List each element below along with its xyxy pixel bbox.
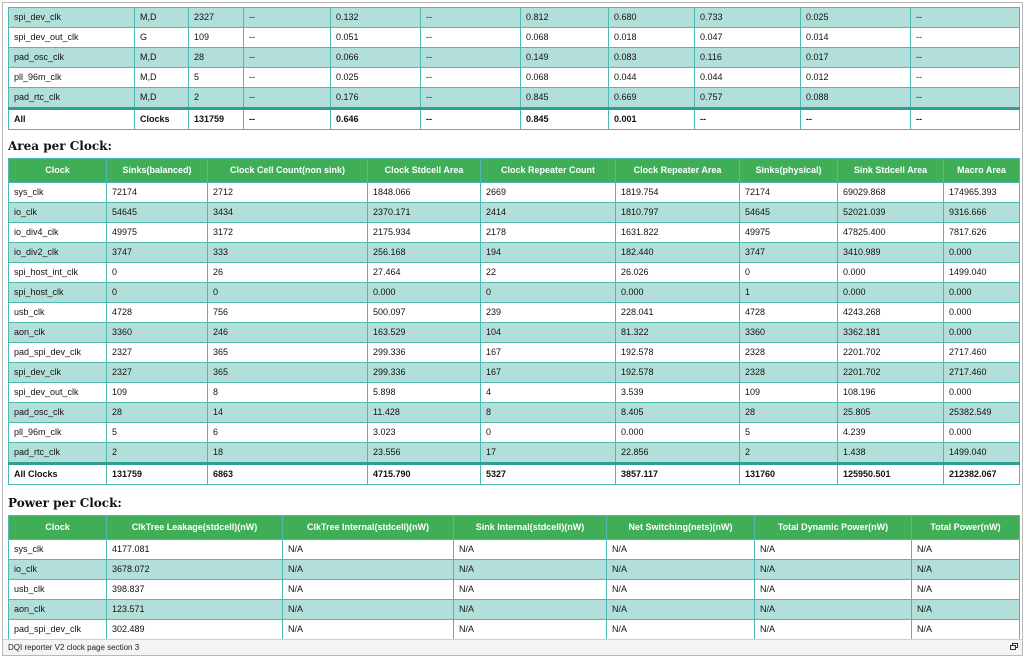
table-cell: 1499.040 bbox=[944, 443, 1020, 464]
table-cell: N/A bbox=[283, 620, 454, 640]
table-cell: 3410.989 bbox=[838, 243, 944, 263]
latency-table bbox=[8, 7, 1020, 130]
table-cell: N/A bbox=[755, 580, 912, 600]
column-header: Total Dynamic Power(nW) bbox=[755, 516, 912, 540]
status-text: DQI reporter V2 clock page section 3 bbox=[8, 643, 140, 652]
table-cell: N/A bbox=[755, 620, 912, 640]
total-row bbox=[9, 464, 1020, 485]
table-cell: 365 bbox=[208, 343, 368, 363]
table-cell: 3172 bbox=[208, 223, 368, 243]
table-cell: 8.405 bbox=[616, 403, 740, 423]
table-cell: 0.176 bbox=[331, 88, 421, 109]
total-cell: 131759 bbox=[189, 109, 244, 130]
clock-name-cell: spi_host_int_clk bbox=[9, 263, 107, 283]
table-cell: 3434 bbox=[208, 203, 368, 223]
clock-name-cell: io_clk bbox=[9, 560, 107, 580]
table-cell: 5 bbox=[189, 68, 244, 88]
table-cell: -- bbox=[244, 88, 331, 109]
table-cell: N/A bbox=[755, 600, 912, 620]
total-cell: 125950.501 bbox=[838, 464, 944, 485]
table-cell: 8 bbox=[208, 383, 368, 403]
table-cell: 49975 bbox=[107, 223, 208, 243]
clock-name-cell: pad_spi_dev_clk bbox=[9, 343, 107, 363]
table-cell: 72174 bbox=[740, 183, 838, 203]
total-cell: 3857.117 bbox=[616, 464, 740, 485]
table-cell: 23.556 bbox=[368, 443, 481, 464]
table-row bbox=[9, 183, 1020, 203]
table-cell: 0.733 bbox=[695, 8, 801, 28]
table-cell: 108.196 bbox=[838, 383, 944, 403]
table-cell: 0.845 bbox=[521, 88, 609, 109]
table-cell: 2328 bbox=[740, 363, 838, 383]
clock-name-cell: spi_host_clk bbox=[9, 283, 107, 303]
table-cell: 2328 bbox=[740, 343, 838, 363]
total-cell: 131760 bbox=[740, 464, 838, 485]
table-cell: 0.000 bbox=[838, 283, 944, 303]
table-cell: 3362.181 bbox=[838, 323, 944, 343]
table-cell: 2175.934 bbox=[368, 223, 481, 243]
table-row bbox=[9, 540, 1020, 560]
table-cell: -- bbox=[421, 8, 521, 28]
table-cell: 163.529 bbox=[368, 323, 481, 343]
total-cell: -- bbox=[244, 109, 331, 130]
clock-name-cell: aon_clk bbox=[9, 323, 107, 343]
clock-name-cell: pll_96m_clk bbox=[9, 68, 135, 88]
table-cell: 2717.460 bbox=[944, 363, 1020, 383]
table-cell: -- bbox=[421, 68, 521, 88]
column-header: Sinks(balanced) bbox=[107, 159, 208, 183]
table-cell: 0.000 bbox=[616, 423, 740, 443]
table-cell: 228.041 bbox=[616, 303, 740, 323]
table-cell: -- bbox=[244, 68, 331, 88]
table-cell: 109 bbox=[189, 28, 244, 48]
table-cell: -- bbox=[244, 48, 331, 68]
table-cell: 0 bbox=[481, 283, 616, 303]
table-cell: 54645 bbox=[107, 203, 208, 223]
table-cell: 9316.666 bbox=[944, 203, 1020, 223]
table-cell: 0.044 bbox=[609, 68, 695, 88]
table-cell: N/A bbox=[454, 540, 607, 560]
table-cell: 2 bbox=[740, 443, 838, 464]
latency-table-body bbox=[9, 8, 1020, 130]
clock-name-cell: pad_osc_clk bbox=[9, 48, 135, 68]
table-cell: N/A bbox=[755, 560, 912, 580]
power-table-header bbox=[9, 516, 1020, 540]
table-cell: M,D bbox=[135, 48, 189, 68]
column-header: Clock bbox=[9, 516, 107, 540]
table-cell: 4728 bbox=[740, 303, 838, 323]
table-cell: 0.000 bbox=[944, 243, 1020, 263]
table-cell: N/A bbox=[283, 580, 454, 600]
table-cell: 0 bbox=[740, 263, 838, 283]
table-cell: 333 bbox=[208, 243, 368, 263]
table-cell: 246 bbox=[208, 323, 368, 343]
table-cell: N/A bbox=[454, 560, 607, 580]
table-row bbox=[9, 403, 1020, 423]
total-cell: 0.001 bbox=[609, 109, 695, 130]
total-cell: 0.646 bbox=[331, 109, 421, 130]
table-cell: G bbox=[135, 28, 189, 48]
table-cell: 2 bbox=[107, 443, 208, 464]
clock-name-cell: pll_96m_clk bbox=[9, 423, 107, 443]
table-cell: 5 bbox=[740, 423, 838, 443]
table-cell: 4728 bbox=[107, 303, 208, 323]
total-cell: -- bbox=[801, 109, 911, 130]
table-cell: 49975 bbox=[740, 223, 838, 243]
clock-name-cell: spi_dev_out_clk bbox=[9, 383, 107, 403]
table-cell: 0.000 bbox=[944, 423, 1020, 443]
table-cell: 2712 bbox=[208, 183, 368, 203]
column-header: Net Switching(nets)(nW) bbox=[607, 516, 755, 540]
table-row bbox=[9, 283, 1020, 303]
table-cell: -- bbox=[911, 48, 1020, 68]
table-row bbox=[9, 560, 1020, 580]
clock-name-cell: spi_dev_out_clk bbox=[9, 28, 135, 48]
table-cell: 0.014 bbox=[801, 28, 911, 48]
table-cell: 4.239 bbox=[838, 423, 944, 443]
table-cell: 500.097 bbox=[368, 303, 481, 323]
restore-window-icon[interactable] bbox=[1010, 643, 1018, 650]
table-row bbox=[9, 8, 1020, 28]
table-cell: 8 bbox=[481, 403, 616, 423]
table-cell: 0 bbox=[481, 423, 616, 443]
table-cell: 47825.400 bbox=[838, 223, 944, 243]
table-cell: N/A bbox=[607, 620, 755, 640]
table-row bbox=[9, 363, 1020, 383]
table-cell: 0.012 bbox=[801, 68, 911, 88]
table-cell: 4177.081 bbox=[107, 540, 283, 560]
table-cell: -- bbox=[244, 8, 331, 28]
table-cell: -- bbox=[421, 48, 521, 68]
table-cell: 52021.039 bbox=[838, 203, 944, 223]
table-cell: 1499.040 bbox=[944, 263, 1020, 283]
clock-name-cell: spi_dev_clk bbox=[9, 363, 107, 383]
table-cell: N/A bbox=[283, 540, 454, 560]
table-cell: 26 bbox=[208, 263, 368, 283]
column-header: ClkTree Internal(stdcell)(nW) bbox=[283, 516, 454, 540]
report-window bbox=[2, 2, 1023, 656]
table-cell: 6 bbox=[208, 423, 368, 443]
table-row bbox=[9, 383, 1020, 403]
table-cell: 5.898 bbox=[368, 383, 481, 403]
table-cell: -- bbox=[421, 28, 521, 48]
table-cell: N/A bbox=[607, 600, 755, 620]
table-row bbox=[9, 243, 1020, 263]
total-cell: 131759 bbox=[107, 464, 208, 485]
table-row bbox=[9, 88, 1020, 109]
table-cell: 0.017 bbox=[801, 48, 911, 68]
table-cell: 0 bbox=[208, 283, 368, 303]
column-header: Macro Area bbox=[944, 159, 1020, 183]
total-cell: All bbox=[9, 109, 135, 130]
clock-name-cell: pad_spi_dev_clk bbox=[9, 620, 107, 640]
table-cell: 299.336 bbox=[368, 363, 481, 383]
area-table-header bbox=[9, 159, 1020, 183]
table-cell: 756 bbox=[208, 303, 368, 323]
table-cell: 2669 bbox=[481, 183, 616, 203]
table-cell: 398.837 bbox=[107, 580, 283, 600]
column-header: Sinks(physical) bbox=[740, 159, 838, 183]
column-header: Clock Repeater Area bbox=[616, 159, 740, 183]
table-cell: 0 bbox=[107, 283, 208, 303]
table-cell: N/A bbox=[454, 600, 607, 620]
table-row bbox=[9, 580, 1020, 600]
table-cell: 26.026 bbox=[616, 263, 740, 283]
table-cell: 28 bbox=[740, 403, 838, 423]
clock-name-cell: pad_rtc_clk bbox=[9, 88, 135, 109]
table-cell: 192.578 bbox=[616, 343, 740, 363]
total-cell: 0.845 bbox=[521, 109, 609, 130]
table-cell: 239 bbox=[481, 303, 616, 323]
table-cell: 0.669 bbox=[609, 88, 695, 109]
area-section-title: Area per Clock: bbox=[8, 139, 112, 153]
table-cell: -- bbox=[911, 28, 1020, 48]
table-cell: 0.088 bbox=[801, 88, 911, 109]
table-cell: 2178 bbox=[481, 223, 616, 243]
clock-name-cell: io_div2_clk bbox=[9, 243, 107, 263]
clock-name-cell: pad_osc_clk bbox=[9, 403, 107, 423]
table-cell: 1631.822 bbox=[616, 223, 740, 243]
table-cell: 7817.626 bbox=[944, 223, 1020, 243]
table-cell: 25.805 bbox=[838, 403, 944, 423]
table-cell: 3.539 bbox=[616, 383, 740, 403]
table-cell: N/A bbox=[283, 600, 454, 620]
table-cell: 3360 bbox=[740, 323, 838, 343]
table-cell: 0.812 bbox=[521, 8, 609, 28]
power-per-clock-table bbox=[8, 515, 1020, 640]
table-cell: 0.132 bbox=[331, 8, 421, 28]
table-cell: 0.051 bbox=[331, 28, 421, 48]
table-cell: 5 bbox=[107, 423, 208, 443]
table-cell: 256.168 bbox=[368, 243, 481, 263]
table-cell: 3360 bbox=[107, 323, 208, 343]
table-cell: 3678.072 bbox=[107, 560, 283, 580]
table-cell: 11.428 bbox=[368, 403, 481, 423]
table-cell: 0.025 bbox=[331, 68, 421, 88]
table-cell: 299.336 bbox=[368, 343, 481, 363]
table-row bbox=[9, 343, 1020, 363]
table-cell: 28 bbox=[189, 48, 244, 68]
table-cell: 4 bbox=[481, 383, 616, 403]
total-cell: All Clocks bbox=[9, 464, 107, 485]
table-cell: 72174 bbox=[107, 183, 208, 203]
table-row bbox=[9, 28, 1020, 48]
table-row bbox=[9, 600, 1020, 620]
table-cell: N/A bbox=[607, 580, 755, 600]
column-header: Clock Stdcell Area bbox=[368, 159, 481, 183]
column-header: ClkTree Leakage(stdcell)(nW) bbox=[107, 516, 283, 540]
clock-name-cell: sys_clk bbox=[9, 183, 107, 203]
table-cell: 0.000 bbox=[838, 263, 944, 283]
table-cell: N/A bbox=[607, 560, 755, 580]
table-cell: N/A bbox=[607, 540, 755, 560]
table-cell: 0.000 bbox=[944, 303, 1020, 323]
table-row bbox=[9, 620, 1020, 640]
total-cell: -- bbox=[911, 109, 1020, 130]
table-cell: N/A bbox=[912, 620, 1020, 640]
table-cell: 1810.797 bbox=[616, 203, 740, 223]
table-cell: 2327 bbox=[107, 363, 208, 383]
table-cell: 81.322 bbox=[616, 323, 740, 343]
table-cell: 2327 bbox=[189, 8, 244, 28]
table-cell: 1.438 bbox=[838, 443, 944, 464]
table-row bbox=[9, 323, 1020, 343]
table-cell: 1 bbox=[740, 283, 838, 303]
table-cell: 109 bbox=[740, 383, 838, 403]
table-cell: -- bbox=[911, 88, 1020, 109]
table-cell: 0.068 bbox=[521, 68, 609, 88]
column-header: Clock bbox=[9, 159, 107, 183]
table-cell: 1848.066 bbox=[368, 183, 481, 203]
table-cell: 22 bbox=[481, 263, 616, 283]
table-cell: 0.000 bbox=[944, 323, 1020, 343]
total-cell: Clocks bbox=[135, 109, 189, 130]
table-cell: 0.047 bbox=[695, 28, 801, 48]
table-cell: 0.757 bbox=[695, 88, 801, 109]
table-cell: N/A bbox=[912, 540, 1020, 560]
table-row bbox=[9, 303, 1020, 323]
table-cell: 0.000 bbox=[616, 283, 740, 303]
table-row bbox=[9, 203, 1020, 223]
column-header: Clock Repeater Count bbox=[481, 159, 616, 183]
table-cell: 2717.460 bbox=[944, 343, 1020, 363]
table-row bbox=[9, 423, 1020, 443]
table-row bbox=[9, 263, 1020, 283]
table-cell: 4243.268 bbox=[838, 303, 944, 323]
table-cell: N/A bbox=[912, 580, 1020, 600]
total-cell: 6863 bbox=[208, 464, 368, 485]
table-cell: 123.571 bbox=[107, 600, 283, 620]
clock-name-cell: io_div4_clk bbox=[9, 223, 107, 243]
table-cell: 182.440 bbox=[616, 243, 740, 263]
table-cell: 0.068 bbox=[521, 28, 609, 48]
table-cell: 0.018 bbox=[609, 28, 695, 48]
area-per-clock-table bbox=[8, 158, 1020, 485]
table-cell: 69029.868 bbox=[838, 183, 944, 203]
table-row bbox=[9, 68, 1020, 88]
area-table-body bbox=[9, 183, 1020, 485]
table-cell: 54645 bbox=[740, 203, 838, 223]
table-row bbox=[9, 223, 1020, 243]
status-bar bbox=[3, 639, 1022, 655]
clock-name-cell: usb_clk bbox=[9, 303, 107, 323]
table-cell: 0.000 bbox=[944, 283, 1020, 303]
column-header: Sink Stdcell Area bbox=[838, 159, 944, 183]
table-cell: 22.856 bbox=[616, 443, 740, 464]
table-cell: 192.578 bbox=[616, 363, 740, 383]
table-cell: 17 bbox=[481, 443, 616, 464]
clock-name-cell: io_clk bbox=[9, 203, 107, 223]
table-cell: 2 bbox=[189, 88, 244, 109]
table-cell: 0.083 bbox=[609, 48, 695, 68]
report-content[interactable] bbox=[8, 3, 1020, 640]
table-cell: N/A bbox=[454, 580, 607, 600]
clock-name-cell: aon_clk bbox=[9, 600, 107, 620]
clock-name-cell: usb_clk bbox=[9, 580, 107, 600]
total-cell: -- bbox=[695, 109, 801, 130]
table-cell: 28 bbox=[107, 403, 208, 423]
table-cell: 0.000 bbox=[944, 383, 1020, 403]
table-cell: 2414 bbox=[481, 203, 616, 223]
table-cell: 2370.171 bbox=[368, 203, 481, 223]
total-row bbox=[9, 109, 1020, 130]
table-cell: 2201.702 bbox=[838, 343, 944, 363]
table-cell: N/A bbox=[755, 540, 912, 560]
table-cell: 3747 bbox=[107, 243, 208, 263]
table-cell: 3.023 bbox=[368, 423, 481, 443]
table-cell: 0.066 bbox=[331, 48, 421, 68]
table-cell: 0.149 bbox=[521, 48, 609, 68]
table-cell: -- bbox=[244, 28, 331, 48]
table-cell: M,D bbox=[135, 8, 189, 28]
table-cell: 0.000 bbox=[368, 283, 481, 303]
clock-name-cell: sys_clk bbox=[9, 540, 107, 560]
table-row bbox=[9, 443, 1020, 464]
table-cell: 0.025 bbox=[801, 8, 911, 28]
table-cell: 3747 bbox=[740, 243, 838, 263]
table-cell: -- bbox=[911, 68, 1020, 88]
table-cell: 1819.754 bbox=[616, 183, 740, 203]
total-cell: -- bbox=[421, 109, 521, 130]
table-cell: M,D bbox=[135, 68, 189, 88]
total-cell: 212382.067 bbox=[944, 464, 1020, 485]
table-cell: 365 bbox=[208, 363, 368, 383]
table-cell: 0 bbox=[107, 263, 208, 283]
column-header: Sink Internal(stdcell)(nW) bbox=[454, 516, 607, 540]
power-section-title: Power per Clock: bbox=[8, 496, 122, 510]
table-cell: -- bbox=[911, 8, 1020, 28]
column-header: Total Power(nW) bbox=[912, 516, 1020, 540]
table-row bbox=[9, 48, 1020, 68]
table-cell: M,D bbox=[135, 88, 189, 109]
table-cell: 174965.393 bbox=[944, 183, 1020, 203]
table-cell: N/A bbox=[912, 560, 1020, 580]
clock-name-cell: spi_dev_clk bbox=[9, 8, 135, 28]
total-cell: 4715.790 bbox=[368, 464, 481, 485]
table-cell: 25382.549 bbox=[944, 403, 1020, 423]
table-cell: 194 bbox=[481, 243, 616, 263]
table-cell: 109 bbox=[107, 383, 208, 403]
table-cell: 167 bbox=[481, 343, 616, 363]
table-cell: 0.044 bbox=[695, 68, 801, 88]
table-cell: 2201.702 bbox=[838, 363, 944, 383]
table-cell: 0.680 bbox=[609, 8, 695, 28]
table-cell: -- bbox=[421, 88, 521, 109]
table-cell: 18 bbox=[208, 443, 368, 464]
power-table-body bbox=[9, 540, 1020, 640]
table-cell: 14 bbox=[208, 403, 368, 423]
table-cell: 27.464 bbox=[368, 263, 481, 283]
clock-name-cell: pad_rtc_clk bbox=[9, 443, 107, 464]
table-cell: N/A bbox=[912, 600, 1020, 620]
table-cell: 104 bbox=[481, 323, 616, 343]
table-cell: 0.116 bbox=[695, 48, 801, 68]
column-header: Clock Cell Count(non sink) bbox=[208, 159, 368, 183]
table-cell: 167 bbox=[481, 363, 616, 383]
table-cell: N/A bbox=[454, 620, 607, 640]
total-cell: 5327 bbox=[481, 464, 616, 485]
table-cell: N/A bbox=[283, 560, 454, 580]
table-cell: 2327 bbox=[107, 343, 208, 363]
table-cell: 302.489 bbox=[107, 620, 283, 640]
